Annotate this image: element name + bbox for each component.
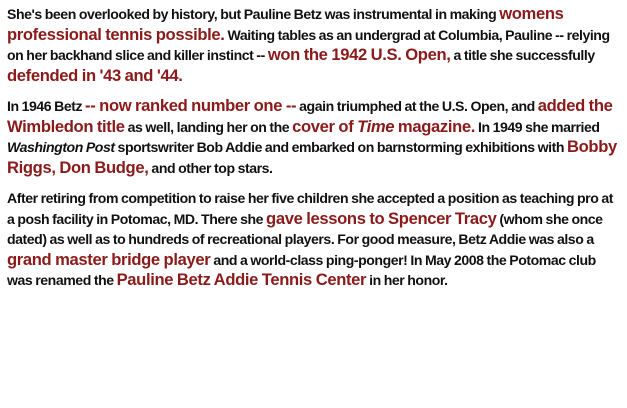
article-body [7, 4, 619, 291]
highlight-phrase: cover of [292, 116, 358, 136]
text-run: and other top stars. [148, 159, 273, 176]
paragraph-early-career [7, 4, 619, 86]
text-run: in her honor. [366, 272, 448, 288]
highlight-phrase: defended in '43 and '44. [7, 65, 183, 85]
italic-phrase: Washington Post [7, 139, 115, 155]
highlight-phrase: -- now ranked number one -- [85, 96, 297, 115]
highlight-phrase: Pauline Betz Addie Tennis Center [116, 270, 367, 289]
highlight-phrase: womens professional tennis possible. [7, 4, 564, 44]
text-run: She's been overlooked by history, but Pauline Betz was instrumental in making [7, 6, 500, 22]
text-run: Waiting tables as an undergrad at Columbia, Pauline -- relying on her backhand slice and killer instinct -- [7, 26, 610, 63]
text-run: In 1949 she married [475, 118, 600, 135]
text-run: After retiring from competition to raise her five children she accepted a position as teaching pro at a posh facility in Potomac, MD. There she [7, 190, 613, 227]
highlight-phrase: gave lessons to Spencer Tracy [266, 208, 497, 228]
paragraph-later-life [7, 188, 619, 291]
text-run: In 1946 Betz [7, 98, 86, 114]
paragraph-peak-years [7, 96, 619, 178]
text-run: again triumphed at the U.S. Open, and [296, 98, 538, 114]
text-run: a title she successfully [450, 47, 595, 63]
highlight-phrase: Bobby Riggs, Don Budge, [7, 137, 617, 177]
highlight-phrase: added the Wimbledon title [7, 96, 613, 136]
highlight-phrase: magazine. [394, 116, 476, 136]
text-run: sportswriter Bob Addie and embarked on barnstorming exhibitions with [114, 139, 567, 155]
highlight-phrase: won the 1942 U.S. Open, [267, 45, 451, 64]
text-run: and a world-class ping-ponger! In May 2008 the Potomac club was renamed the [7, 251, 596, 288]
text-run: as well, landing her on the [124, 118, 293, 135]
highlight-italic-phrase: Time [357, 116, 395, 136]
text-run: (whom she once dated) as well as to hundreds of recreational players. For good measure, Betz Addie was also a [7, 210, 603, 247]
highlight-phrase: grand master bridge player [7, 249, 211, 269]
